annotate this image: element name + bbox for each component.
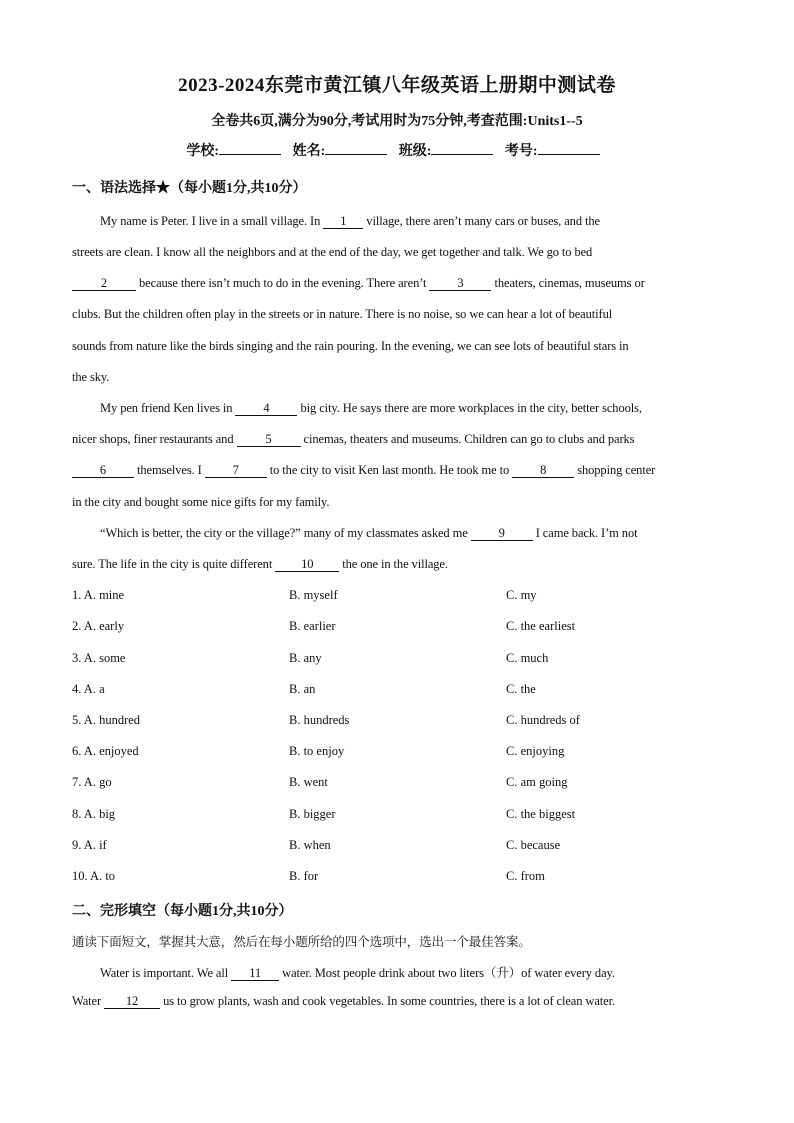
name-label: 姓名: [292,144,326,159]
passage-line: “Which is better, the city or the village?” many of my classmates asked me 9 I came back. I’m not [100,526,638,540]
passage-line: in the city and bought some nice gifts for my family. [72,495,330,509]
exam-number-label: 考号: [504,144,538,159]
passage-line: the sky. [72,370,110,384]
option-b[interactable]: B. any [289,651,322,665]
option-row-3 [72,651,722,669]
option-b[interactable]: B. an [289,682,316,696]
name-field[interactable] [325,140,387,155]
exam-number-field[interactable] [538,140,600,155]
blank-1[interactable]: 1 [323,215,363,229]
option-a[interactable]: 4. A. a [72,682,105,696]
option-a[interactable]: 10. A. to [72,869,116,883]
option-row-7 [72,775,722,793]
blank-10[interactable]: 10 [275,558,339,572]
blank-3[interactable]: 3 [429,277,491,291]
passage-line: My pen friend Ken lives in 4 big city. He says there are more workplaces in the city, better schools, [100,401,642,415]
option-b[interactable]: B. myself [289,588,338,602]
option-a[interactable]: 2. A. early [72,619,125,633]
option-a[interactable]: 9. A. if [72,838,107,852]
option-a[interactable]: 7. A. go [72,775,112,789]
option-a[interactable]: 5. A. hundred [72,713,141,727]
option-c[interactable]: C. hundreds of [506,713,580,727]
option-row-8 [72,807,722,825]
exam-title: 2023-2024东莞市黄江镇八年级英语上册期中测试卷 [178,75,616,96]
option-row-6 [72,744,722,762]
option-row-5 [72,713,722,731]
option-row-10 [72,869,722,887]
option-row-2 [72,619,722,637]
blank-7[interactable]: 7 [205,464,267,478]
blank-11[interactable]: 11 [231,967,279,981]
option-b[interactable]: B. earlier [289,619,336,633]
student-info-line [0,140,794,160]
option-b[interactable]: B. bigger [289,807,336,821]
school-field[interactable] [219,140,281,155]
option-c[interactable]: C. from [506,869,545,883]
option-b[interactable]: B. went [289,775,328,789]
exam-subtitle: 全卷共6页,满分为90分,考试用时为75分钟,考查范围:Units1--5 [211,114,583,129]
passage-line: 6 themselves. I 7 to the city to visit Ken last month. He took me to 8 shopping center [72,463,722,478]
blank-12[interactable]: 12 [104,995,160,1009]
blank-5[interactable]: 5 [237,433,301,447]
option-c[interactable]: C. the biggest [506,807,576,821]
option-c[interactable]: C. much [506,651,549,665]
option-a[interactable]: 3. A. some [72,651,126,665]
passage-line: Water is important. We all 11 water. Most people drink about two liters（升）of water every day. [100,966,615,980]
option-c[interactable]: C. my [506,588,537,602]
section1-heading: 一、语法选择★（每小题1分,共10分） [72,181,307,196]
passage-line: sounds from nature like the birds singing and the rain pouring. In the evening, we can see lots of beautiful stars in [72,339,629,353]
option-b[interactable]: B. to enjoy [289,744,345,758]
section2-instruction: 通读下面短文，掌握其大意，然后在每小题所给的四个选项中，选出一个最佳答案。 [72,935,531,949]
passage-line: streets are clean. I know all the neighbors and at the end of the day, we get together and talk. We go to bed [72,245,593,259]
passage-line: clubs. But the children often play in the streets or in nature. There is no noise, so we can hear a lot of beautiful [72,307,613,321]
class-label: 班级: [398,144,432,159]
blank-8[interactable]: 8 [512,464,574,478]
blank-6[interactable]: 6 [72,464,134,478]
blank-9[interactable]: 9 [471,527,533,541]
passage-line: nicer shops, finer restaurants and 5 cinemas, theaters and museums. Children can go to clubs and parks [72,432,635,446]
passage-line: 2 because there isn’t much to do in the evening. There aren’t 3 theaters, cinemas, museums or [72,276,722,291]
option-c[interactable]: C. am going [506,775,568,789]
option-c[interactable]: C. because [506,838,561,852]
option-c[interactable]: C. the [506,682,536,696]
passage-line: sure. The life in the city is quite different 10 the one in the village. [72,557,448,571]
option-c[interactable]: C. enjoying [506,744,565,758]
option-row-1 [72,588,722,606]
school-label: 学校: [186,144,220,159]
blank-2[interactable]: 2 [72,277,136,291]
blank-4[interactable]: 4 [235,402,297,416]
passage-line: My name is Peter. I live in a small village. In 1 village, there aren’t many cars or buses, and the [100,214,600,228]
option-b[interactable]: B. when [289,838,331,852]
option-b[interactable]: B. for [289,869,319,883]
class-field[interactable] [431,140,493,155]
option-a[interactable]: 1. A. mine [72,588,125,602]
option-a[interactable]: 6. A. enjoyed [72,744,139,758]
section2-heading: 二、完形填空（每小题1分,共10分） [72,904,293,919]
passage-line: Water 12 us to grow plants, wash and cook vegetables. In some countries, there is a lot of clean water. [72,994,616,1008]
option-row-9 [72,838,722,856]
option-b[interactable]: B. hundreds [289,713,350,727]
option-a[interactable]: 8. A. big [72,807,116,821]
option-c[interactable]: C. the earliest [506,619,576,633]
option-row-4 [72,682,722,700]
